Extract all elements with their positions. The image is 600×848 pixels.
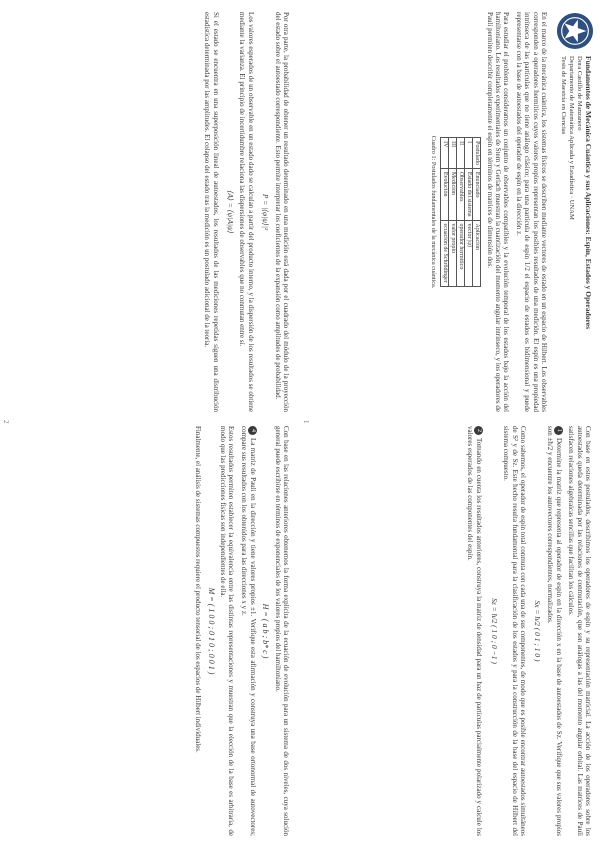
table-cell: Estado del sistema xyxy=(465,168,473,220)
paragraph: Con base en las relaciones anteriores obtenemos la forma explícita de la ecuación de evolución para un sistema de dos niveles, cuya solución general puede escribirse en términos de exponenciales de los valores propios del hamiltoniano. xyxy=(273,426,290,836)
table-cell: I xyxy=(465,138,473,169)
paragraph: Los valores esperados de un observable en un estado dado se calculan a partir del producto interno, y la dispersión de los resultados se obtiene mediante la varianza. El principio de incertidumbre relaciona las dispersiones de observables que no conmutan entre sí. xyxy=(238,12,255,412)
table-header: Enunciado xyxy=(473,168,481,220)
exercise-text: La matriz de Pauli en la dirección y tiene valores propios ±1. Verifique esta afirmación y construya una base ortonormal de autovectores; compare sus resultados con los obtenidos para las direcciones x y z. xyxy=(239,426,257,836)
paragraph: Con base en estos postulados, describimos los operadores de espín y su representación matricial. La acción de los operadores sobre los autoestados queda determinada por las relaciones de conmutación, que son análogas a las del momento angular orbital. Las matrices de Pauli satisfacen relaciones algebraicas sencillas que facilitan los cálculos. xyxy=(567,426,592,836)
equation: Sz = ħ/2 ( 1 0 ; 0 −1 ) xyxy=(489,598,499,664)
program: Tesis de Maestría en Ciencias xyxy=(560,56,568,135)
table-cell: Evolución xyxy=(441,168,449,220)
sheet-first xyxy=(300,0,600,848)
item-number-icon: 4 xyxy=(248,426,257,435)
table-cell: valor propio xyxy=(449,220,457,286)
right-column xyxy=(6,426,290,836)
table-cell: IV xyxy=(441,138,449,169)
page-number: 2 xyxy=(2,420,10,424)
table-header: Aplicación xyxy=(473,220,481,286)
table-row xyxy=(441,138,449,287)
intro-paragraph: En el marco de la mecánica cuántica, los sistemas físicos se describen mediante vectores de estado en un espacio de Hilbert. Los observables corresponden a operadores hermíticos cuyos valores propios representan los posibles resultados de una medición. El espín es una propiedad intrínseca de las partículas que no tiene análogo clásico; para una partícula de espín 1/2 el espacio de estados es bidimensional y puede representarse con la base de autoestados del operador de espín en la dirección z. xyxy=(514,12,548,412)
exercise-text: Determine la matriz que representa al operador de espín en la dirección x en la base de autoestados de Sz. Verifique que sus valores propios son ±ħ/2 y encuentre los autovectores correspondientes, normalizados. xyxy=(545,426,563,836)
table-cell: operador hermítico xyxy=(457,220,465,286)
table-cell: III xyxy=(449,138,457,169)
paragraph: Estos resultados permiten establecer la equivalencia entre las distintas representaciones y muestran que la elección de la base es arbitraria, de modo que las predicciones físicas son independientes de ella. xyxy=(218,426,236,836)
table-caption: Cuadro 1: Postulados fundamentales de la mecánica cuántica. xyxy=(430,135,438,289)
left-column xyxy=(6,12,290,412)
equation: Sx = ħ/2 ( 0 1 ; 1 0 ) xyxy=(533,600,543,662)
item-number-icon: 2 xyxy=(474,426,483,435)
exercise-item xyxy=(239,426,256,836)
item-number-icon: 1 xyxy=(554,426,563,435)
usac-seal-icon xyxy=(556,12,594,50)
equation: H = ( a b ; b* c ) xyxy=(261,603,271,659)
table-row xyxy=(457,138,465,287)
table-cell: ecuación de Schrödinger xyxy=(441,220,449,286)
table-header-row xyxy=(473,138,481,287)
table-row xyxy=(449,138,457,287)
page-number: 1 xyxy=(302,420,310,424)
equation: M = ( 1 0 0 ; 0 1 0 ; 0 0 1 ) xyxy=(206,587,216,675)
header-block xyxy=(552,56,592,416)
table-header: Postulado xyxy=(473,138,481,169)
exercise-text: Tomando en cuenta los resultados anteriores, construya la matriz de densidad para un haz de partículas parcialmente polarizado y calcule los valores esperados de las componentes del espín. xyxy=(466,426,484,836)
paragraph: Finalmente, el análisis de sistemas compuestos requiere el producto tensorial de los espacios de Hilbert individuales. xyxy=(194,426,203,753)
postulates-table xyxy=(440,137,481,287)
table-cell: II xyxy=(457,138,465,169)
department: Departamento de Matemática Aplicada y Estadística · UNAM xyxy=(568,56,576,220)
equation: ⟨A⟩ = ⟨ψ|A|ψ⟩ xyxy=(225,190,235,234)
table-cell: vector |ψ⟩ xyxy=(465,220,473,286)
paragraph: Para estudiar el problema consideramos un conjunto de observables compatibles y la evolución temporal de los estados bajo la acción del hamiltoniano. Los resultados experimentales de Stern y Gerlach muestran la cuantización del momento angular intrínseco, y los operadores de Pauli permiten describir completamente el espín en términos de matrices de dimensión dos. xyxy=(485,12,511,412)
left-column xyxy=(306,12,548,412)
right-column xyxy=(306,426,592,836)
exercise-item xyxy=(545,426,562,836)
table-cell: Medición xyxy=(449,168,457,220)
table-row xyxy=(465,138,473,287)
equation: P = |⟨φ|ψ⟩|² xyxy=(261,193,271,231)
paragraph: Como sabemos, el operador de espín total conmuta con cada una de sus componentes, de modo que es posible encontrar autoestados simultáneos de S² y de Sz. Este hecho resulta fundamental para la clasificación de los estados y para la construcción de la base del espacio de Hilbert del sistema compuesto. xyxy=(502,426,527,836)
exercise-item xyxy=(466,426,483,836)
document-title: Fundamentos de Mecánica Cuántica y sus Aplicaciones: Espín, Estados y Operadores xyxy=(584,56,593,330)
paragraph: Por otra parte, la probabilidad de obtener un resultado determinado en una medición está dada por el cuadrado del módulo de la proyección del estado sobre el autoestado correspondiente. Esto permite interpretar los coeficientes de la expansión como amplitudes de probabilidad. xyxy=(273,12,290,412)
paragraph: Si el estado se encuentra en una superposición lineal de autoestados, los resultados de las mediciones repetidas siguen una distribución estadística determinada por las amplitudes. El colapso del estado tras la medición es un postulado adicional de la teoría. xyxy=(203,12,220,412)
author: Dora Castillo de Manzanero xyxy=(576,56,584,131)
table-cell: Observables xyxy=(457,168,465,220)
